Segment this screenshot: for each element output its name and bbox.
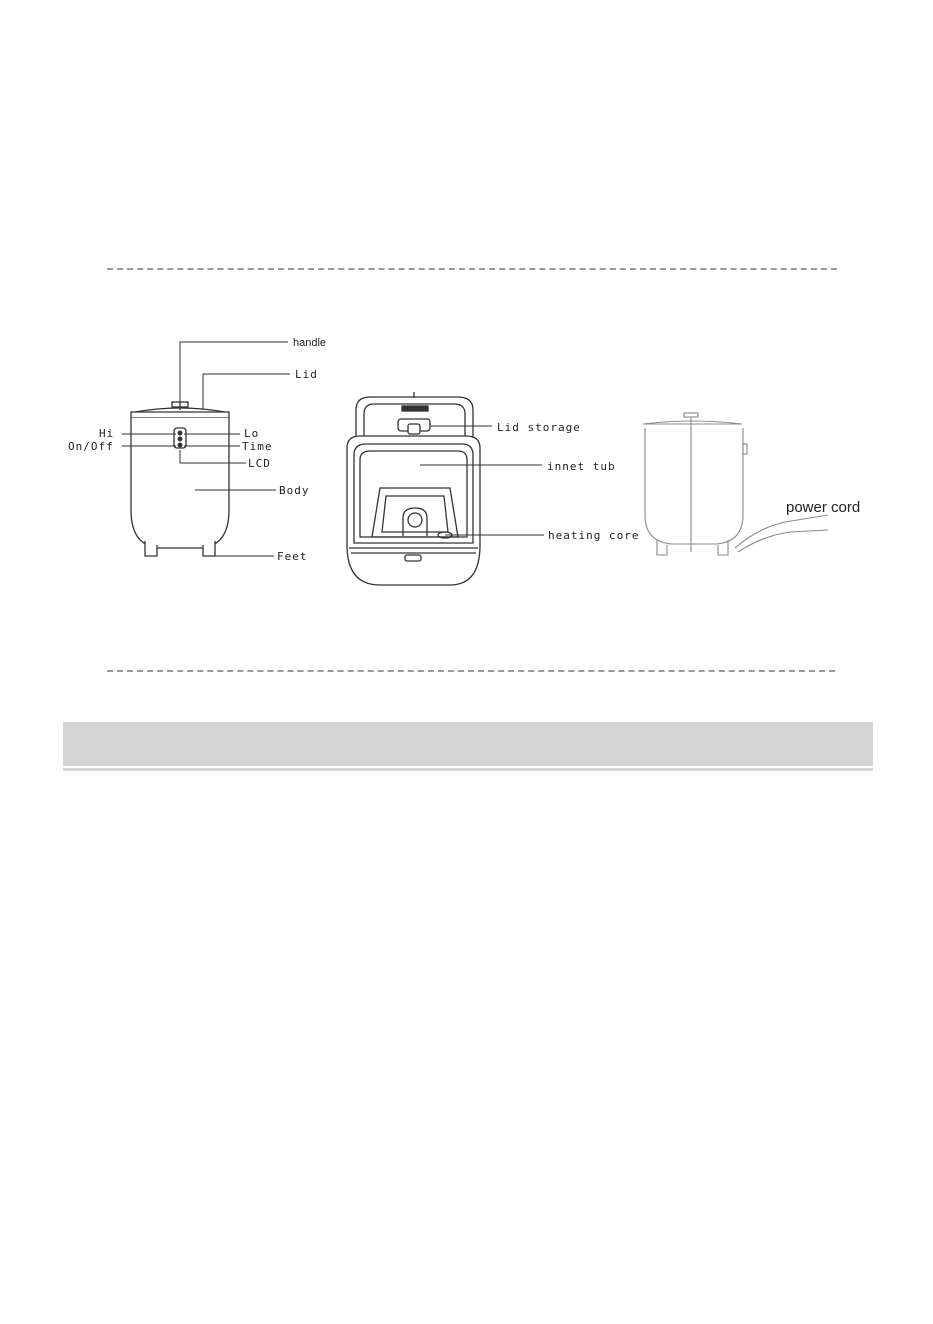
open-view-unit	[347, 392, 480, 585]
label-heating-core: heating core	[548, 529, 640, 542]
front-view-unit	[131, 402, 229, 556]
label-on-off: On/Off	[68, 440, 114, 453]
label-lo: Lo	[244, 427, 260, 440]
label-time: Time	[242, 440, 273, 453]
label-inner-tub: innet tub	[547, 460, 616, 473]
label-power-cord: power cord	[786, 499, 861, 516]
label-lid-storage: Lid storage	[497, 421, 581, 434]
bottom-dashed-divider	[107, 670, 835, 672]
label-handle: handle	[293, 337, 327, 349]
label-lid: Lid	[295, 368, 318, 381]
side-view-unit	[643, 413, 828, 555]
label-body: Body	[279, 484, 310, 497]
section-header-bar	[63, 722, 873, 766]
label-hi: Hi	[99, 427, 115, 440]
label-feet: Feet	[277, 550, 308, 563]
label-lcd: LCD	[248, 457, 271, 470]
section-header-rule	[63, 768, 873, 771]
